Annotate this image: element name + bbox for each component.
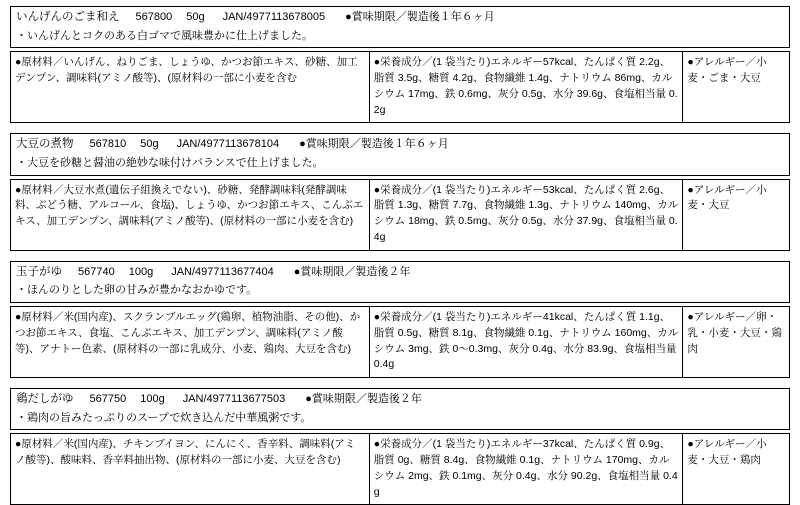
product-code: 567740: [78, 265, 115, 278]
product-nutrition: ●栄養成分／(1 袋当たり)エネルギー53kcal、たんぱく質 2.6g、脂質 1.3g、糖質 7.7g、食物繊維 1.3g、ナトリウム 140mg、カルシウム 18mg、鉄 0.5mg、灰分 0.5g、水分 37.9g、食塩相当量 0.4g: [369, 179, 683, 250]
product-ingredients: ●原材料／大豆水煮(遺伝子組換えでない)、砂糖、発酵調味料(発酵調味料、ぶどう糖、アルコール、食塩)、しょうゆ、かつお節エキス、こんぶエキス、加工デンプン、調味料(アミノ酸等)、(原材料の一部に小麦を含む): [11, 179, 370, 250]
product-best-before: ●賞味期限／製造後２年: [293, 265, 411, 278]
product-weight: 100g: [140, 393, 165, 406]
product-best-before: ●賞味期限／製造後１年６ヶ月: [299, 138, 449, 151]
product-best-before: ●賞味期限／製造後２年: [305, 393, 422, 406]
product-header-line: [16, 10, 784, 26]
product-name: いんげんのごま和え: [16, 11, 120, 23]
table-row: [11, 434, 790, 505]
product-header-line: [16, 392, 784, 408]
product-weight: 50g: [186, 11, 205, 23]
product-nutrition: ●栄養成分／(1 袋当たり)エネルギー37kcal、たんぱく質 0.9g、脂質 0g、糖質 8.4g、食物繊維 0.1g、ナトリウム 170mg、カルシウム 2mg、鉄 0.1mg、灰分 0.4g、水分 90.2g、食塩相当量 0.4g: [369, 434, 683, 505]
product-allergy: ●アレルギー／小麦・大豆・鶏肉: [683, 434, 790, 505]
product-header: [10, 261, 790, 303]
product-header-line: [16, 137, 784, 153]
table-row: [11, 52, 790, 123]
product-weight: 50g: [140, 138, 159, 151]
product-jan: JAN/4977113678005: [222, 11, 326, 23]
product-ingredients: ●原材料／米(国内産)、チキンブイヨン、にんにく、香辛料、調味料(アミノ酸等)、酸味料、香辛料抽出物、(原材料の一部に小麦、大豆を含む): [11, 434, 370, 505]
product-name: 大豆の煮物: [16, 138, 74, 151]
table-row: [11, 179, 790, 250]
product-ingredients: ●原材料／いんげん、ねりごま、しょうゆ、かつお節エキス、砂糖、加工デンプン、調味料(アミノ酸等)、(原材料の一部に小麦を含む: [11, 52, 370, 123]
product-description: ・ほんのりとした卵の甘みが豊かなおかゆです。: [16, 284, 258, 297]
product-jan: JAN/4977113677503: [182, 393, 286, 406]
product-nutrition: ●栄養成分／(1 袋当たり)エネルギー41kcal、たんぱく質 1.1g、脂質 0.5g、糖質 8.1g、食物繊維 0.1g、ナトリウム 160mg、カルシウム 3mg、鉄 0～0.3mg、灰分 0.4g、水分 83.9g、食塩相当量 0.4g: [369, 307, 683, 378]
product-description: ・いんげんとコクのある白ゴマで風味豊かに仕上げました。: [16, 29, 313, 42]
product-name: 鶏だしがゆ: [16, 393, 74, 406]
product-header: [10, 6, 790, 48]
product-allergy: ●アレルギー／卵・乳・小麦・大豆・鶏肉: [683, 307, 790, 378]
product-code: 567750: [89, 393, 127, 406]
product-ingredients: ●原材料／米(国内産)、スクランブルエッグ(鶏卵、植物油脂、その他)、かつお節エキス、食塩、こんぶエキス、加工デンプン、調味料(アミノ酸等)、アナトー色素、(原材料の一部に乳成分、小麦、鶏肉、大豆を含む): [11, 307, 370, 378]
product-block: [10, 261, 790, 378]
product-detail-table: [10, 179, 790, 251]
product-jan: JAN/4977113678104: [176, 138, 280, 151]
product-allergy: ●アレルギー／小麦・大豆: [683, 179, 790, 250]
product-code: 567810: [89, 138, 127, 151]
product-block: [10, 388, 790, 505]
product-allergy: ●アレルギー／小麦・ごま・大豆: [683, 52, 790, 123]
product-block: [10, 6, 790, 123]
product-header: [10, 133, 790, 175]
product-detail-table: [10, 433, 790, 505]
product-nutrition: ●栄養成分／(1 袋当たり)エネルギー57kcal、たんぱく質 2.2g、脂質 3.5g、糖質 4.2g、食物繊維 1.4g、ナトリウム 86mg、カルシウム 17mg、鉄 0.6mg、灰分 0.5g、水分 39.6g、食塩相当量 0.2g: [369, 52, 683, 123]
product-description: ・鶏肉の旨みたっぷりのスープで炊き込んだ中華風粥です。: [16, 411, 312, 424]
product-jan: JAN/4977113677404: [171, 265, 274, 278]
product-code: 567800: [135, 11, 173, 23]
product-weight: 100g: [128, 265, 154, 278]
product-best-before: ●賞味期限／製造後１年６ヶ月: [345, 11, 495, 23]
product-detail-table: [10, 51, 790, 123]
table-row: [11, 307, 790, 378]
product-block: [10, 133, 790, 250]
product-header-line: [16, 265, 784, 281]
product-description: ・大豆を砂糖と醤油の絶妙な味付けバランスで仕上げました。: [16, 156, 324, 169]
product-name: 玉子がゆ: [16, 265, 62, 278]
product-header: [10, 388, 790, 430]
product-detail-table: [10, 306, 790, 378]
